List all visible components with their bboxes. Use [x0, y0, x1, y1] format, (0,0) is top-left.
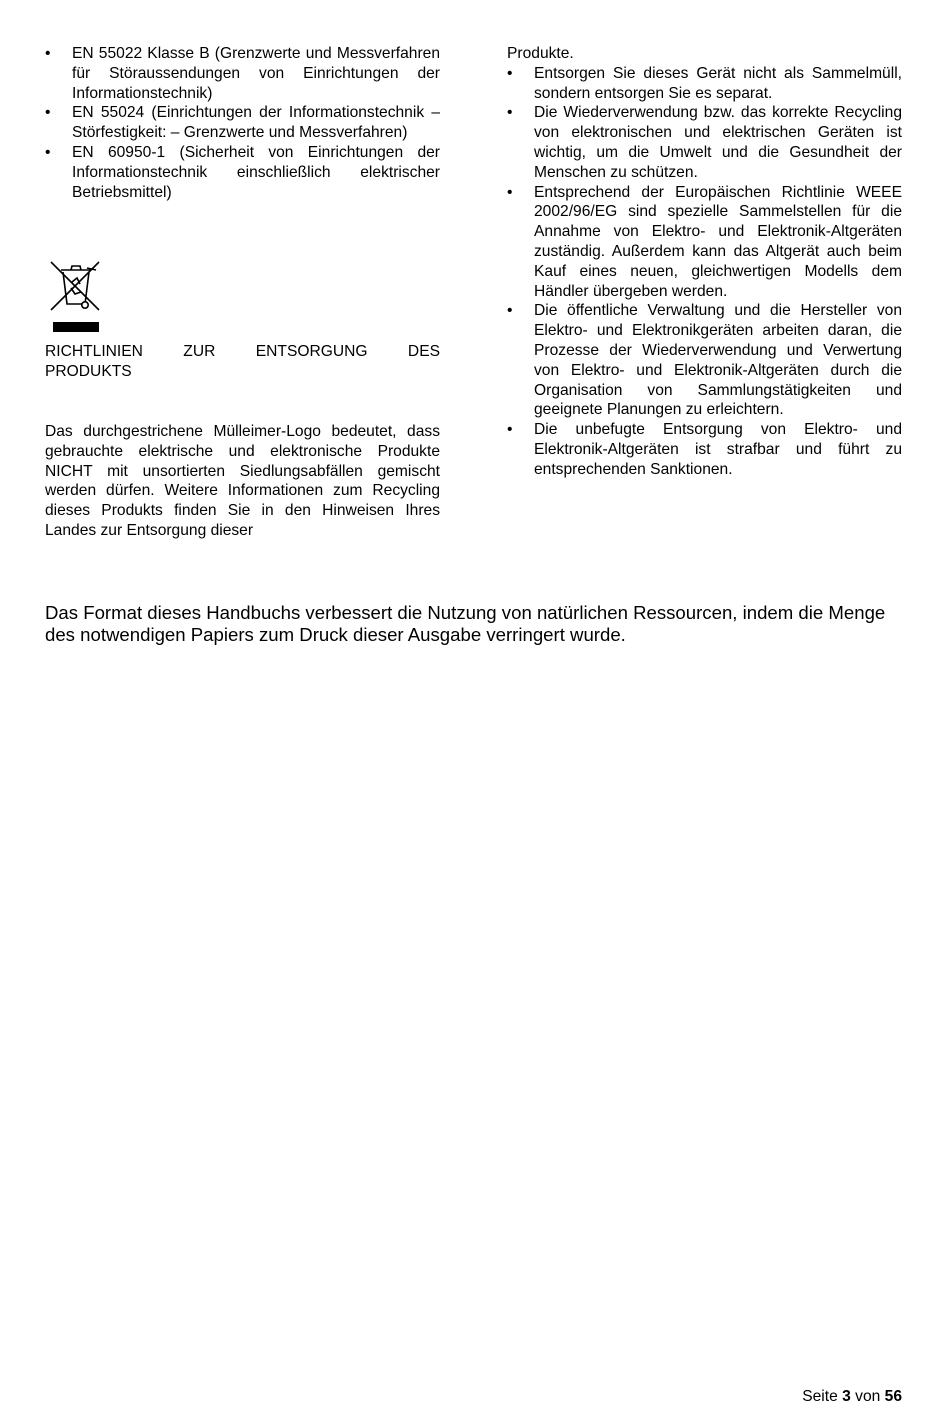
page-number [802, 1387, 902, 1407]
disposal-heading-line2: PRODUKTS [45, 363, 132, 381]
instruction-item: • Die öffentliche Verwaltung und die Hersteller von Elektro- und Elektronikgeräten arbeiten daran, die Prozesse der Wiederverwendung und Verwertung von Elektro- und Elektronik-Altgeräten durch die Organisation von Sammlungstätigkeiten und geeignete Planungen zu erleichtern. [507, 301, 902, 420]
format-note: Das Format dieses Handbuchs verbessert die Nutzung von natürlichen Ressourcen, indem die Menge des notwendigen Papiers zum Druck dieser Ausgabe verringert wurde. [45, 602, 886, 645]
page-prefix: Seite [802, 1388, 838, 1405]
continuation-text: Produkte. [507, 45, 574, 62]
current-page: 3 [842, 1388, 851, 1405]
instruction-item: • Entsprechend der Europäischen Richtlinie WEEE 2002/96/EG sind spezielle Sammelstellen für die Annahme von Elektro- und Elektronik-Altgeräten zuständig. Außerdem kann das Altgerät auch beim Kauf eines neuen, gleichwertigen Modells dem Händler übergeben werden. [507, 183, 902, 302]
instruction-item: • Entsorgen Sie dieses Gerät nicht als Sammelmüll, sondern entsorgen Sie es separat. [507, 64, 902, 104]
disposal-instructions-list [507, 64, 902, 480]
disposal-heading-line1: RICHTLINIEN ZUR ENTSORGUNG DES [45, 343, 440, 361]
standards-list [45, 44, 440, 202]
instruction-item: • Die Wiederverwendung bzw. das korrekte Recycling von elektronischen und elektrischen Geräten ist wichtig, um die Umwelt und die Gesundheit der Menschen zu schützen. [507, 103, 902, 182]
disposal-heading-line2-wrap [45, 362, 440, 382]
disposal-heading [45, 342, 440, 362]
total-pages: 56 [884, 1388, 902, 1405]
standard-item: • EN 55022 Klasse B (Grenzwerte und Messverfahren für Störaussendungen von Einrichtungen der Informationstechnik) [45, 44, 440, 103]
instruction-item: • Die unbefugte Entsorgung von Elektro- und Elektronik-Altgeräten ist strafbar und führt zu entsprechenden Sanktionen. [507, 420, 902, 479]
standard-item: • EN 60950-1 (Sicherheit von Einrichtungen der Informationstechnik einschließlich elektrischer Betriebsmittel) [45, 143, 440, 202]
left-column [45, 44, 440, 556]
crossed-out-wheeled-bin-icon [47, 258, 105, 334]
disposal-paragraph: Das durchgestrichene Mülleimer-Logo bedeutet, dass gebrauchte elektrische und elektronische Produkte NICHT mit unsortierten Siedlungsabfällen gemischt werden dürfen. Weitere Informationen zum Recycling dieses Produkts finden Sie in den Hinweisen Ihres Landes zur Entsorgung dieser [45, 422, 440, 539]
page-separator: von [855, 1388, 881, 1405]
standard-item: • EN 55024 (Einrichtungen der Informationstechnik – Störfestigkeit: – Grenzwerte und Messverfahren) [45, 103, 440, 143]
right-column [507, 44, 902, 480]
